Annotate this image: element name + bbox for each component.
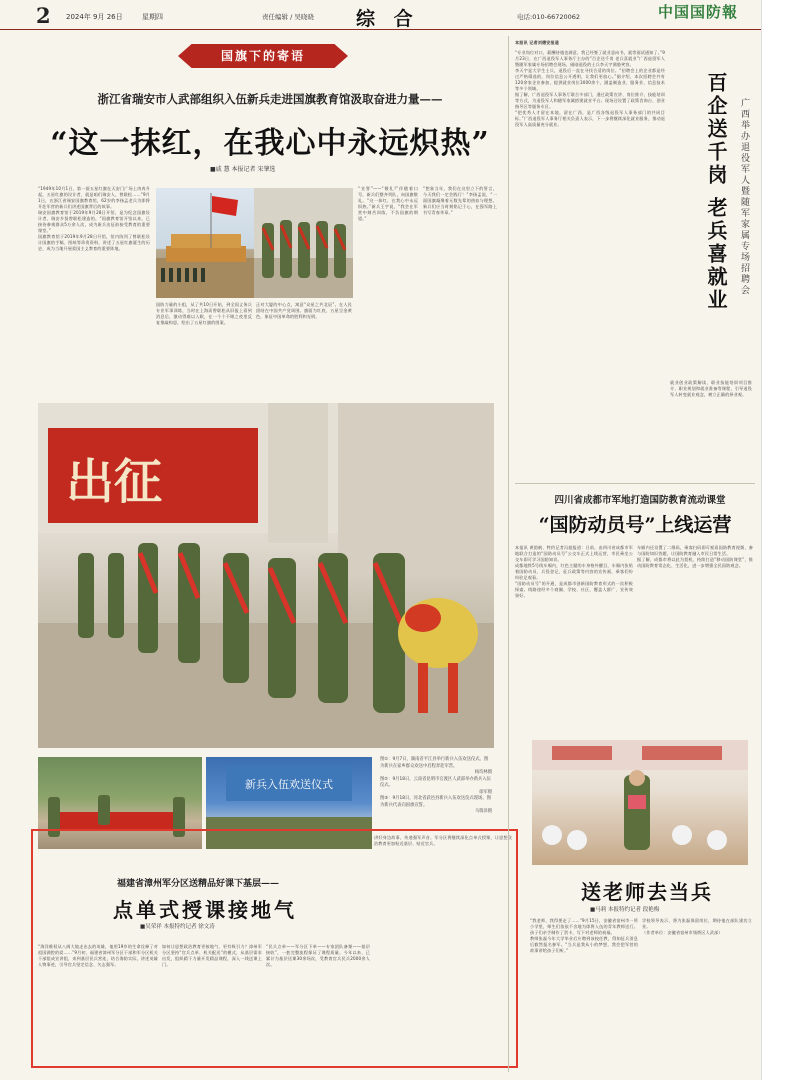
article1-paragraph: “1949年10月1日，第一面五星红旗在天安门广场上冉冉升起，五星红旗的设计者，就是咱们瑞安人，曾联松……”9月1日，在浙江省瑞安国旗教育馆，62岁的李扬孟老兵为即将开赴军营的新兵们讲述国旗背后的故事。 xyxy=(38,186,150,209)
feature-vertical-title: 百企送千岗 老兵喜就业 xyxy=(704,72,728,312)
article3-headline: 点单式授课接地气 xyxy=(113,898,297,922)
article2-kicker: 四川省成都市军地打造国防教育流动课堂 xyxy=(554,495,726,506)
caption-3: 图③：9月18日，河北省武邑县新兵入伍欢送仪式现场。图为新兵代表向国旗宣誓。 xyxy=(380,796,491,808)
article1-body-col2: 国防力量的小组，从了共10日开始，到全国义务兵专业军事训练，当时在上海而曾联松从旧报上看到消息后，激动得难以入眠，在一个个不眠之夜里反复推敲构思，绘出了五星红旗的图案。 xyxy=(156,302,252,325)
article4-paragraph: 学校领导表示，将为张磊保留岗位，期待他在部队建功立业。 xyxy=(642,918,752,929)
article4-byline: ■马莉 本报特约记者 段艳梅 xyxy=(590,907,660,913)
section-title: 综 合 xyxy=(356,8,419,30)
article2-body-col1 xyxy=(515,545,633,730)
column-banner-text: 国旗下的寄语 xyxy=(220,49,305,63)
article1-paragraph: 国旗教育馆于2019年9月28日开馆，馆内陈列了曾联松设计国旗的手稿、图纸等珍贵资料，讲述了五星红旗诞生的历史，成为当地开展爱国主义教育的重要阵地。 xyxy=(38,234,150,251)
responsible-editor: 责任编辑 / 吴晓晓 xyxy=(262,13,314,21)
article4-paragraph: 教师张磊今年大学毕业后应聘到该校任教，得知征兵消息后毅然报名参军。“当兵是我从小的梦想，我会把军营的故事讲给孩子们听。” xyxy=(530,936,638,953)
feature-paragraph: 据了解，广西退役军人事务厅联合多部门，通过政策宣讲、岗位推介、技能培训等方式，为退役军人和随军家属搭建就业平台。现场还设置了政策咨询台、创业指导区等服务专区。 xyxy=(515,92,665,109)
article2-paragraph: 据了解，成都市将以此为契机，持续打造“移动国防课堂”，推动国防教育常态化、生活化，进一步增强全民国防观念。 xyxy=(637,557,753,568)
article3-body-col2: 如何让思想政治教育更接地气、更有吸引力？漳州军分区坚持“官兵点单、机关配送”的模式，从基层需求出发，组织精干力量开发精品课程，深入一线送课上门。 xyxy=(162,944,262,967)
teacher-farewell-art xyxy=(532,740,748,865)
stage-screen-text: 新兵入伍欢送仪式 xyxy=(245,778,333,791)
feature-body xyxy=(515,50,665,480)
parade-art xyxy=(38,403,494,748)
caption-1-credit: 杨均林摄 xyxy=(474,770,492,775)
article1-paragraph: 瑞安国旗教育馆于2019年9月28日开馆，是为纪念国旗设计者、瑞安乡贤曾联松建造的。“国旗教育馆开馆以来，已接待参观群众5万余人次，成为新兵出征前接受教育的重要课堂。” xyxy=(38,210,150,233)
caption-1: 图①：9月7日，湖南省平江县举行新兵入伍欢送仪式。图为新兵在家乡群众欢送中启程奔赴军营。 xyxy=(380,757,489,769)
photo-send-off-parade xyxy=(38,403,494,748)
article2-paragraph: 成都地铁5号线车厢内，红色主题的车身格外醒目，车厢内张贴着国防动员、兵役登记、征兵政策等内容的宣传画，乘客们纷纷驻足观看。 xyxy=(515,563,633,580)
feature-vertical-subtitle: 广西举办退役军人暨随军家属专场招聘会 xyxy=(739,98,749,296)
issue-weekday: 星期四 xyxy=(142,13,163,21)
article1-byline: ■戚 慧 本报记者 宋肇选 xyxy=(210,166,276,173)
article4-headline: 送老师去当兵 xyxy=(581,880,713,904)
article2-paragraph: “国防动员号”的开通，是成都市创新国防教育形式的一次积极探索。线路途经多个商圈、学校、社区，覆盖人群广、宣传效果好。 xyxy=(515,581,633,598)
photo-banner-text: 出征 xyxy=(66,454,163,510)
feature-byline: 本报讯 记者刘德安报道 xyxy=(515,40,560,45)
contact-phone: 电话:010-66720062 xyxy=(517,13,581,21)
article2-paragraph: 本报讯 黄韵帆、特约记者冯超报道：日前，由四川省成都市军地联合打造的“国防动员号”公交车正式上线运营，市民乘坐公交车即可学习国防知识。 xyxy=(515,545,633,562)
article3-body-col3: “民兵点单——军分区下单——专家团队备课——基层接收”，一套完整流程保证了课程质量。今年以来，已累计为基层送课30余场次，受教育官兵民兵2000余人次。 xyxy=(266,944,370,967)
article3-byline: ■吴荣祥 本报特约记者 徐文涛 xyxy=(140,924,215,930)
column-rule xyxy=(508,36,509,1072)
article2-headline: “国防动员号”上线运营 xyxy=(538,514,732,536)
article4-credit: （作者单位：安徽省宿州市埇桥区人武部） xyxy=(642,930,723,935)
feature-body-end: 就业创业政策解读、职业技能培训项目推介、职业规划和就业准备等课程，引导退役军人转变就业观念，树立正确的择业观。 xyxy=(670,380,752,397)
page-number: 2 xyxy=(36,3,51,28)
caption-2: 图②：9月18日，云南省昆明市官渡区人武部举办新兵入伍仪式。 xyxy=(380,776,491,788)
paper-logo: 中国国防報 xyxy=(658,3,739,21)
feature-paragraph: 李天宇是大学生士兵，退役后一直在寻找合适的岗位。“招聘会上的企业都是经过严格筛选的，岗位信息公开透明，让我们更放心。”据介绍，本次招聘会共有120余家企业参加，提供就业岗位3000余个，涵盖制造业、服务业、信息技术等多个领域。 xyxy=(515,68,665,91)
article4-body-col2 xyxy=(642,918,752,1068)
page-margin-right xyxy=(761,0,785,1080)
feature-paragraph: “专业岗位对口，薪酬待遇也满意，我已经签了就业意向书，就等面试通知了。”9月23日，在广西退役军人事务厅主办的“百企送千岗 老兵喜就业”广西退役军人暨随军家属专场招聘会现场，刚刚退役的士兵李天宇满脸笑容。 xyxy=(515,50,665,67)
article1-headline: “这一抹红，在我心中永远炽热” xyxy=(50,126,490,161)
issue-date: 2024年 9月 26日 xyxy=(66,13,123,21)
article4-paragraph: “我老师，我得要走了……”9月15日，安徽省宿州市一所小学里，师生们依依不舍地为即将入伍的青年教师送行。孩子们亲手制作了贺卡，写下对老师的祝福。 xyxy=(530,918,638,935)
article2-paragraph: 车厢内还设置了二维码，乘客扫码即可观看国防教育视频、参与国防知识答题，让国防教育融入市民日常生活。 xyxy=(637,545,753,556)
caption-2-credit: 徐军摄 xyxy=(479,789,492,795)
article1-body-col5: “想象当年，我们在这里立下的誓言，今天我们一定会践行！”李扬孟说，“一面国旗凝聚着无数先辈的热血与理想。新兵们应当时刻铭记于心，在强军路上书写青春华章。” xyxy=(423,186,497,215)
article2-body-col2 xyxy=(637,545,753,730)
caption-3-credit: 马瑞泽摄 xyxy=(474,809,492,814)
article3-body-col4: 讲好身边故事，传递强军声音。军分区将继续深化点单式授课，让思想政治教育更加贴近基层、贴近官兵。 xyxy=(374,835,512,846)
article4-body-col1 xyxy=(530,918,638,1068)
article3-body-col1: “海洋维权从八闽大地走出去的英雄，他用19岁的生命诠释了对祖国满腔的爱……”9月初，福建省漳州军分区干部和军分区机关干部组成宣讲组，来到基层民兵营连，结合海防实际，讲述英雄人物事迹，引导官兵坚定信念、矢志强军。 xyxy=(38,944,158,967)
article1-body-col1 xyxy=(38,186,150,398)
feature-paragraph: “把优秀人才留在本地，留在广西，是广西各级退役军人事务部门的共同目标。”广西退役军人事务厅相关负责人表示，下一步将继续深化就业服务，推动退役军人高质量充分就业。 xyxy=(515,110,665,127)
article3-kicker: 福建省漳州军分区送精品好课下基层—— xyxy=(116,879,279,889)
article1-body-col3: 正对大厦的中心点，寓意“众星之共北辰”。在人民团结在中国共产党周围。旗面为红底，五星呈金黄色，象征中国革命的胜利和光明。 xyxy=(256,302,352,319)
article1-kicker: 浙江省瑞安市人武部组织入伍新兵走进国旗教育馆汲取奋进力量—— xyxy=(97,92,443,106)
divider xyxy=(515,483,755,484)
recruits-art xyxy=(254,188,353,298)
photo-teacher-farewell xyxy=(532,740,748,865)
photo-recruits-marching xyxy=(254,188,353,298)
article1-body-col4: “宣誓”——“敬礼!”伴随着口号，新兵们整齐列队，向国旗敬礼。“这一抹红，在我心中永远炽热。”新兵王宇说，“我会在军营中刻苦训练，不负国旗的期望。” xyxy=(358,186,418,221)
